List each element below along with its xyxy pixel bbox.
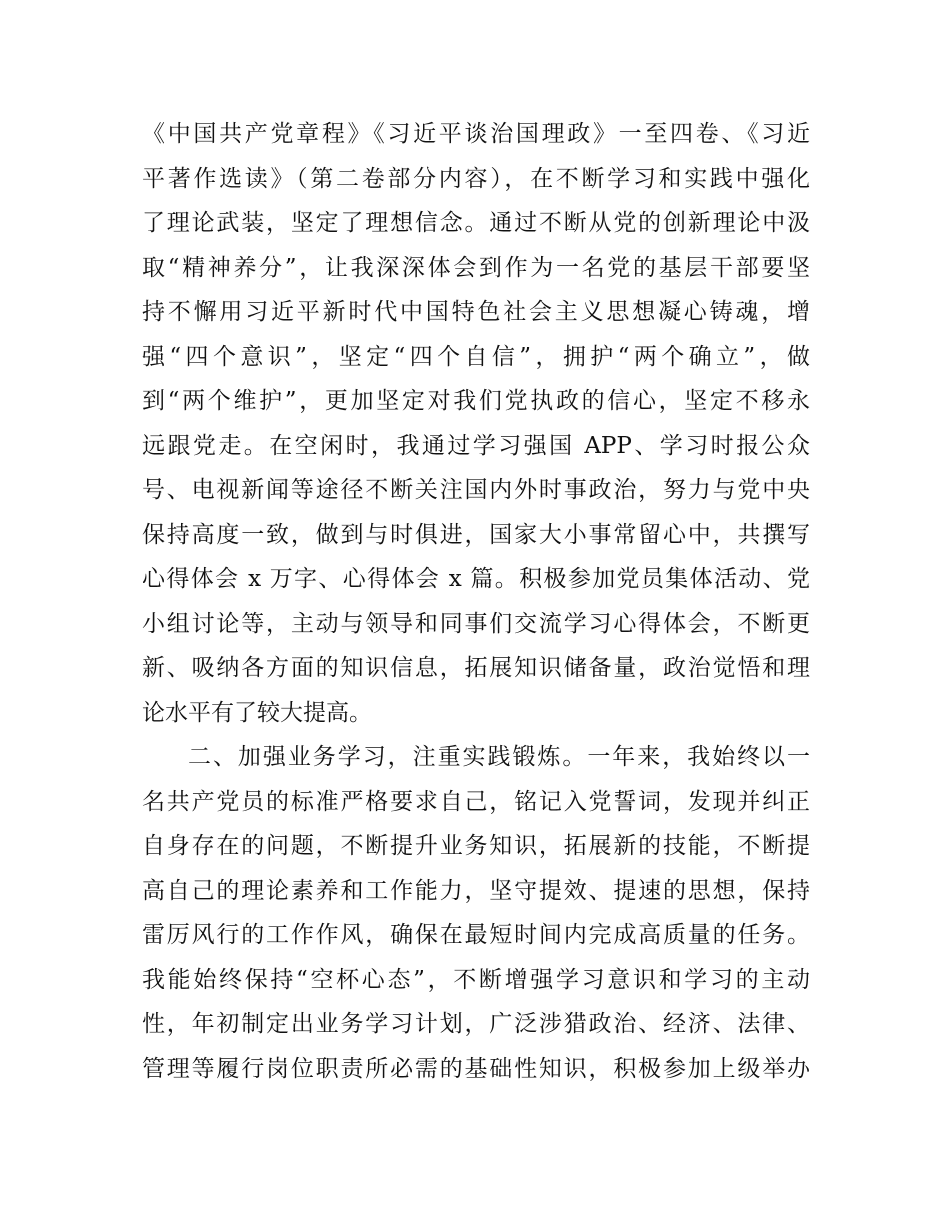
paragraph-line: 强“四个意识”，坚定“四个自信”，拥护“两个确立”，做 [142,343,810,370]
paragraph-line: 取“精神养分”，让我深深体会到作为一名党的基层干部要坚 [142,254,810,281]
paragraph-line: 论水平有了较大提高。 [142,699,372,726]
paragraph-line: 名共产党员的标准严格要求自己，铭记入党誓词，发现并纠正 [142,788,810,815]
paragraph-line: 二、加强业务学习，注重实践锻炼。一年来，我始终以一 [188,744,810,770]
paragraph-line: 性，年初制定出业务学习计划，广泛涉猎政治、经济、法律、 [142,1011,810,1037]
paragraph-line: 保持高度一致，做到与时俱进，国家大小事常留心中，共撰写 [142,521,810,548]
paragraph-line: 自身存在的问题，不断提升业务知识，拓展新的技能，不断提 [142,833,810,859]
paragraph-line: 持不懈用习近平新时代中国特色社会主义思想凝心铸魂，增 [142,299,810,325]
paragraph-line: 管理等履行岗位职责所必需的基础性知识，积极参加上级举办 [142,1055,810,1082]
paragraph-line: 号、电视新闻等途径不断关注国内外时事政治，努力与党中央 [142,477,810,503]
paragraph-line: 高自己的理论素养和工作能力，坚守提效、提速的思想，保持 [142,877,810,904]
paragraph-line: 雷厉风行的工作作风，确保在最短时间内完成高质量的任务。 [142,922,810,948]
paragraph-line: 新、吸纳各方面的知识信息，拓展知识储备量，政治觉悟和理 [142,655,810,681]
paragraph-line: 远跟党走。在空闲时，我通过学习强国 APP、学习时报公众 [142,432,810,459]
paragraph-1 [142,112,810,735]
document-body [142,112,810,1091]
paragraph-2 [142,735,810,1091]
paragraph-line: 小组讨论等，主动与领导和同事们交流学习心得体会，不断更 [142,610,810,637]
paragraph-line: 了理论武装，坚定了理想信念。通过不断从党的创新理论中汲 [142,210,810,236]
paragraph-line: 我能始终保持“空杯心态”，不断增强学习意识和学习的主动 [142,966,810,993]
paragraph-line: 心得体会 x 万字、心得体会 x 篇。积极参加党员集体活动、党 [142,566,810,592]
paragraph-line: 到“两个维护”，更加坚定对我们党执政的信心，坚定不移永 [142,388,810,414]
paragraph-line: 《中国共产党章程》《习近平谈治国理政》一至四卷、《习近 [142,121,810,147]
paragraph-line: 平著作选读》（第二卷部分内容），在不断学习和实践中强化 [142,165,810,192]
